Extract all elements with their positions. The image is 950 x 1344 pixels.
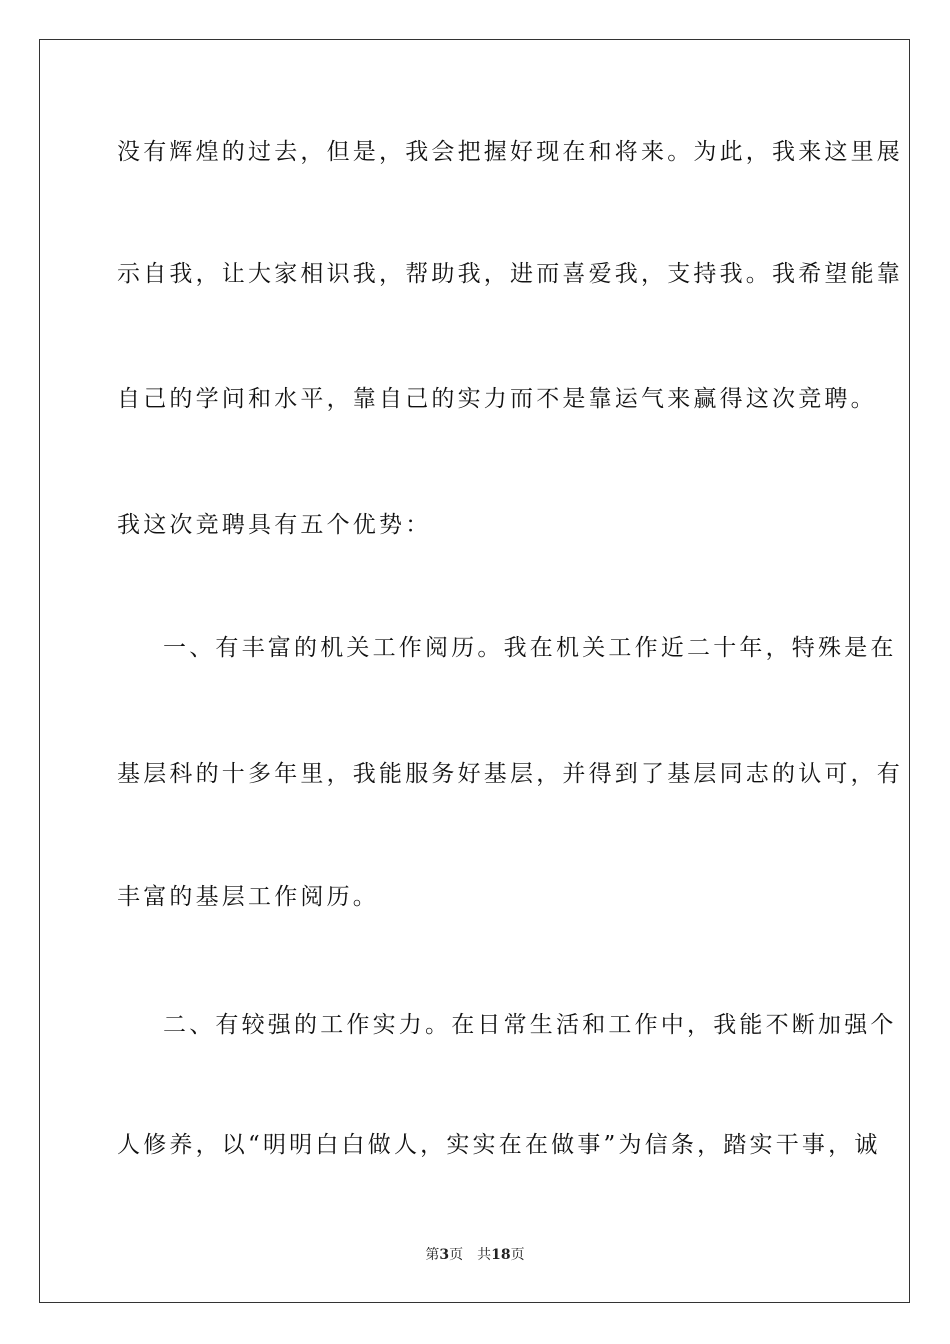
body-line-5: 一、有丰富的机关工作阅历。我在机关工作近二十年，特殊是在 [163,635,897,661]
body-line-1: 没有辉煌的过去，但是，我会把握好现在和将来。为此，我来这里展 [117,139,903,165]
body-line-8: 二、有较强的工作实力。在日常生活和工作中，我能不断加强个 [163,1012,897,1038]
body-line-6: 基层科的十多年里，我能服务好基层，并得到了基层同志的认可，有 [117,761,903,787]
footer-page-suffix: 页 [449,1247,464,1263]
body-line-9: 人修养，以“明明白白做人，实实在在做事”为信条，踏实干事，诚 [117,1132,881,1158]
footer-total-prefix: 共 [477,1247,492,1263]
page-frame [39,39,910,1303]
page-footer [0,1246,950,1264]
footer-page-number: 3 [439,1247,450,1263]
footer-total-pages: 18 [491,1247,511,1263]
footer-total-suffix: 页 [510,1247,525,1263]
footer-page-prefix: 第 [425,1247,440,1263]
body-line-4: 我这次竞聘具有五个优势： [117,512,432,538]
body-line-7: 丰富的基层工作阅历。 [117,884,379,910]
body-line-2: 示自我，让大家相识我，帮助我，进而喜爱我，支持我。我希望能靠 [117,261,903,287]
body-line-3: 自己的学问和水平，靠自己的实力而不是靠运气来赢得这次竞聘。 [117,386,877,412]
